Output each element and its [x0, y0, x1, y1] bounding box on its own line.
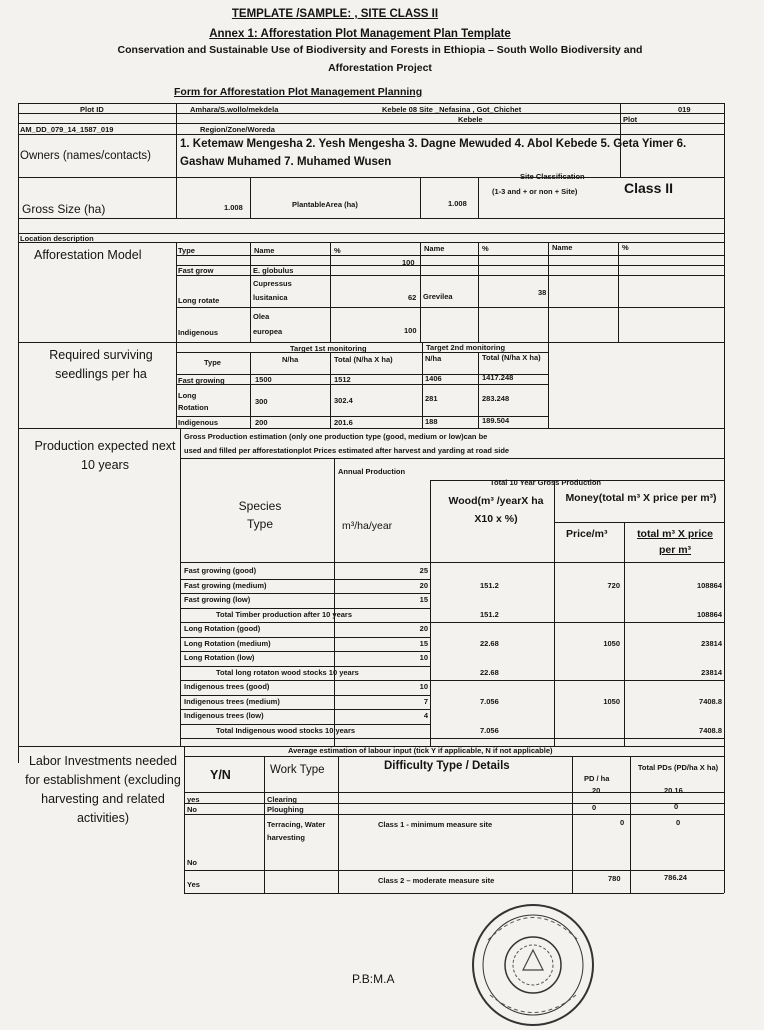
seed-row-n1: 300: [255, 397, 268, 406]
region-value: Amhara/S.wollo/mekdela: [190, 105, 279, 114]
production-row-label: Fast growing (good): [184, 566, 257, 575]
production-row-wood: 22.68: [480, 668, 499, 677]
production-row-annual: 10: [419, 682, 428, 691]
seed-row-type: Fast growing: [178, 376, 225, 385]
production-row-annual: 15: [419, 639, 428, 648]
owners-line2: Gashaw Muhamed 7. Muhamed Wusen: [180, 156, 392, 168]
production-row-price: 720: [607, 581, 620, 590]
aff-row-name-2: europea: [253, 327, 283, 336]
labor-row-work: Ploughing: [267, 805, 304, 814]
seed-row-t1: 201.6: [334, 418, 353, 427]
production-row-annual: 4: [423, 711, 428, 720]
labor-row-yn: yes: [187, 795, 200, 804]
seed-row-type: Indigenous: [178, 418, 218, 427]
production-label: Production expected next 10 years: [34, 439, 176, 472]
aff-row-pct: 62: [408, 293, 417, 302]
seed-row-type: Long Rotation: [178, 391, 209, 412]
production-row-price: 1050: [603, 639, 620, 648]
labor-row-total: 786.24: [664, 873, 687, 882]
production-row-label: Long Rotation (good): [184, 624, 261, 633]
production-row-label: Total long rotaton wood stocks 10 years: [216, 668, 359, 677]
seedlings-label: Required surviving seedlings per ha: [49, 348, 153, 381]
aff-row-name: E. globulus: [253, 266, 294, 275]
seed-row-n1: 200: [255, 418, 268, 427]
pbma-text: P.B:M.A: [352, 972, 395, 986]
seed-row-t1: 1512: [334, 375, 351, 384]
production-row-money: 23814: [701, 639, 722, 648]
total-price-header: total m³ X price per m³: [637, 528, 713, 556]
seed-row-n2: 1406: [425, 374, 442, 383]
production-row-label: Total Indigenous wood stocks 10 years: [216, 726, 356, 735]
production-row-label: Long Rotation (low): [184, 653, 255, 662]
production-row-annual: 25: [419, 566, 428, 575]
form-title: Form for Afforestation Plot Management Planning: [174, 86, 423, 98]
labor-row-yn: No: [187, 858, 197, 867]
aff-header-name1: Name: [254, 246, 275, 255]
labor-row-total: 0: [674, 802, 679, 811]
owners-line1: 1. Ketemaw Mengesha 2. Yesh Mengesha 3. Dagne Mewuded 4. Abol Kebede 5. Geta Yimer 6.: [180, 138, 687, 150]
plot-id-label: Plot ID: [80, 105, 104, 114]
aff-header-name2: Name: [424, 244, 445, 253]
production-row-price: 1050: [603, 697, 620, 706]
aff-header-pct1: %: [334, 246, 341, 255]
kebele-value: Kebele 08 Site _Nefasina , Got_Chichet: [382, 105, 522, 114]
seed-row-n2: 188: [425, 417, 438, 426]
seed-row-t2: 283.248: [482, 394, 510, 403]
labor-row-yn: Yes: [187, 880, 200, 889]
total10-header: Total 10 Year Gross Production: [490, 478, 602, 487]
seed-row-n1: 1500: [255, 375, 272, 384]
production-row-label: Indigenous trees (good): [184, 682, 270, 691]
production-row-wood: 7.056: [480, 697, 499, 706]
site-class-sub: (1-3 and + or non + Site): [492, 187, 578, 196]
production-row-label: Fast growing (medium): [184, 581, 267, 590]
seed-row-t2: 189.504: [482, 416, 510, 425]
region-label: Region/Zone/Woreda: [200, 125, 275, 134]
production-row-annual: 20: [419, 581, 428, 590]
production-row-annual: 10: [419, 653, 428, 662]
aff-row-name-2: lusitanica: [253, 293, 288, 302]
gross-size-value: 1.008: [224, 203, 243, 212]
labor-row-pd: 20: [592, 786, 601, 795]
production-row-annual: 7: [423, 697, 428, 706]
labor-row-diff: Class 1 - minimum measure site: [378, 820, 493, 829]
production-row-annual: 20: [419, 624, 428, 633]
production-row-label: Long Rotation (medium): [184, 639, 271, 648]
production-row-wood: 151.2: [480, 610, 499, 619]
work-type-header: Work Type: [270, 764, 325, 776]
aff-header-name3: Name: [552, 243, 573, 252]
kebele-label: Kebele: [458, 115, 483, 124]
production-row-money: 7408.8: [699, 697, 722, 706]
aff-row-type: Indigenous: [178, 328, 218, 337]
aff-row-name: Cupressus: [253, 279, 292, 288]
labor-row-work: Terracing, Water harvesting: [267, 820, 326, 842]
owners-label: Owners (names/contacts): [20, 150, 152, 162]
seed-total-header: Total (N/ha X ha): [334, 355, 393, 364]
aff-row-name: Olea: [253, 312, 270, 321]
labor-row-pd: 0: [592, 803, 597, 812]
labor-row-total: 0: [676, 818, 681, 827]
aff-row-name2: Grevilea: [423, 292, 453, 301]
difficulty-header: Difficulty Type / Details: [384, 760, 510, 772]
production-row-label: Indigenous trees (low): [184, 711, 264, 720]
species-type-header: Species Type: [238, 499, 282, 531]
production-row-label: Indigenous trees (medium): [184, 697, 280, 706]
doc-title-template: TEMPLATE /SAMPLE: , SITE CLASS II: [231, 8, 439, 20]
production-row-wood: 151.2: [480, 581, 499, 590]
production-row-label: Total Timber production after 10 years: [216, 610, 353, 619]
yn-header: Y/N: [210, 768, 231, 782]
plot-number: 019: [678, 105, 691, 114]
labor-row-work: Clearing: [267, 795, 298, 804]
wood-header: Wood(m³ /yearX ha X10 x %): [448, 495, 544, 525]
production-row-wood: 7.056: [480, 726, 499, 735]
seed-type-header: Type: [204, 358, 221, 367]
aff-row-pct2: 38: [538, 288, 547, 297]
total-pd-header: Total PDs (PD/ha X ha): [637, 763, 719, 772]
production-row-money: 108864: [696, 610, 722, 619]
afforestation-model-label: Afforestation Model: [34, 248, 142, 262]
official-stamp-seal: [468, 900, 598, 1030]
labor-avg-note: Average estimation of labour input (tick Y if applicable, N if not applicable): [288, 746, 553, 755]
production-row-money: 108864: [696, 581, 722, 590]
labor-row-yn: No: [187, 805, 197, 814]
aff-row-type: Fast grow: [178, 266, 214, 275]
labor-label: Labor Investments needed for establishment (excluding harvesting and related activities): [25, 754, 181, 825]
production-row-annual: 15: [419, 595, 428, 604]
seed-row-n2: 281: [425, 394, 438, 403]
annual-production-header: Annual Production: [338, 467, 406, 476]
aff-header-type: Type: [178, 246, 195, 255]
target1-label: Target 1st monitoring: [290, 344, 367, 353]
price-header: Price/m³: [566, 528, 608, 540]
production-note-2: used and filled per afforestationplot Prices estimated after harvest and yarding at road side: [184, 446, 510, 455]
seed-nha2-header: N/ha: [425, 354, 442, 363]
production-row-wood: 22.68: [480, 639, 499, 648]
money-header: Money(total m³ X price per m³): [565, 492, 717, 504]
plantable-label: PlantableArea (ha): [292, 200, 358, 209]
plot-label: Plot: [623, 115, 638, 124]
production-row-label: Fast growing (low): [184, 595, 251, 604]
pd-header: PD / ha: [584, 774, 610, 783]
seed-total2-header: Total (N/ha X ha): [482, 353, 541, 362]
labor-row-pd: 0: [620, 818, 625, 827]
site-class-value: Class II: [624, 180, 674, 196]
gross-size-label: Gross Size (ha): [22, 202, 106, 216]
aff-row-pct: 100: [402, 258, 415, 267]
location-label: Location description: [20, 234, 94, 243]
production-row-money: 23814: [701, 668, 722, 677]
site-class-label: Site Classification: [520, 172, 585, 181]
production-note-1: Gross Production estimation (only one production type (good, medium or low)can be: [184, 432, 488, 441]
seed-row-t1: 302.4: [334, 396, 353, 405]
production-row-money: 7408.8: [699, 726, 722, 735]
plot-id-value: AM_DD_079_14_1587_019: [20, 125, 114, 134]
labor-row-diff: Class 2 – moderate measure site: [378, 876, 495, 885]
aff-header-pct2: %: [482, 244, 489, 253]
target2-label: Target 2nd monitoring: [426, 343, 506, 352]
labor-row-pd: 780: [608, 874, 621, 883]
doc-title-annex: Annex 1: Afforestation Plot Management Plan Template: [209, 28, 511, 40]
seed-nha-header: N/ha: [282, 355, 299, 364]
aff-row-type: Long rotate: [178, 296, 220, 305]
labor-row-total: 20.16: [664, 786, 683, 795]
plantable-value: 1.008: [448, 199, 467, 208]
seed-row-t2: 1417.248: [482, 373, 514, 382]
aff-header-pct3: %: [622, 243, 629, 252]
doc-title-project: Conservation and Sustainable Use of Biodiversity and Forests in Ethiopia – South Wollo Biodiversity and: [117, 44, 643, 56]
doc-title-project-2: Afforestation Project: [328, 62, 432, 74]
aff-row-pct: 100: [404, 326, 417, 335]
unit-header: m³/ha/year: [342, 520, 393, 532]
